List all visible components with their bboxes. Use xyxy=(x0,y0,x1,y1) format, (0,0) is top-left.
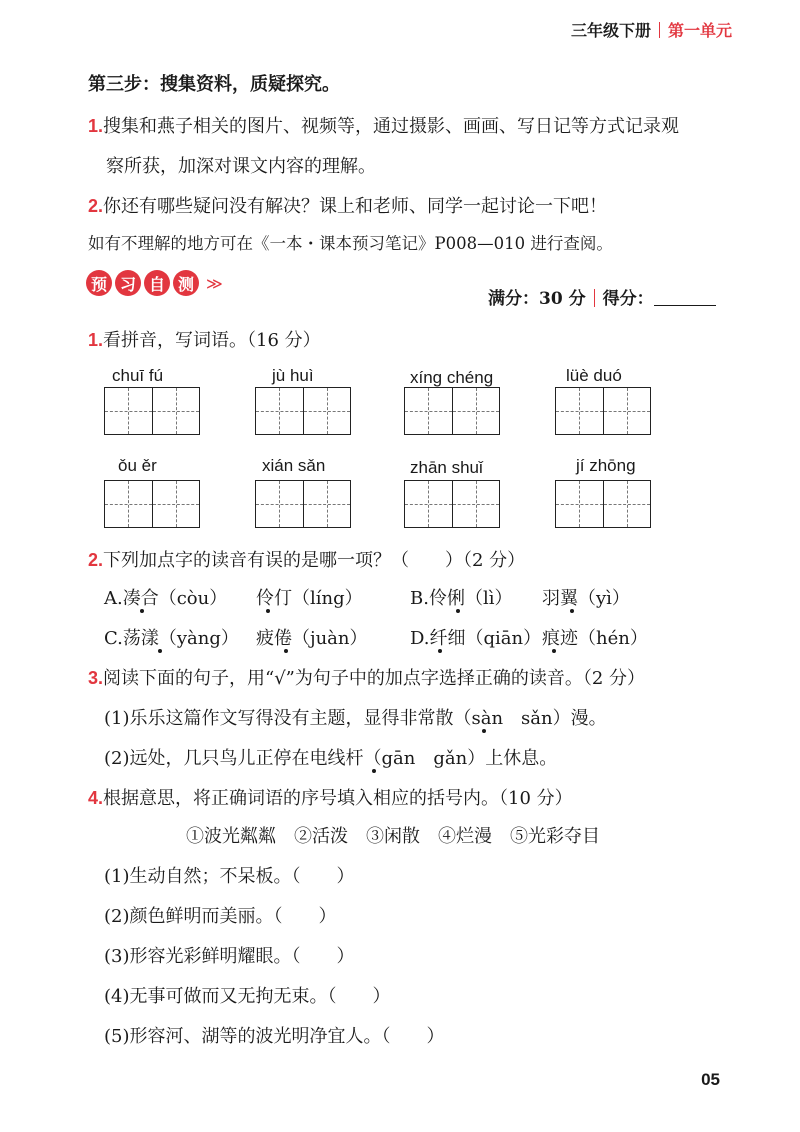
pinyin-label: jí zhōng xyxy=(576,456,636,475)
question-number: 1. xyxy=(88,330,104,350)
grade-label: 三年级下册 xyxy=(570,23,651,40)
badge-char: 测 xyxy=(173,270,199,296)
grid-cell[interactable] xyxy=(256,388,304,434)
score-blank[interactable] xyxy=(654,289,716,306)
emphasis-dot xyxy=(158,649,162,653)
grid-cell[interactable] xyxy=(105,388,153,434)
grid-cell[interactable] xyxy=(453,388,500,434)
emphasis-dot xyxy=(552,649,556,653)
badge-char: 自 xyxy=(144,270,170,296)
writing-grid[interactable] xyxy=(104,387,200,435)
emphasis-dot xyxy=(284,649,288,653)
step3-item2-text: 你还有哪些疑问没有解决？课上和老师、同学一起讨论一下吧！ xyxy=(103,196,608,217)
writing-grid[interactable] xyxy=(255,387,351,435)
emphasis-dot xyxy=(438,649,442,653)
writing-grid[interactable] xyxy=(104,480,200,528)
q3-sentence-2: (2)远处，几只鸟儿正停在电线杆（gān gǎn）上休息。 xyxy=(104,748,558,769)
grid-cell[interactable] xyxy=(105,481,153,527)
badge-char: 习 xyxy=(115,270,141,296)
emphasis-dot xyxy=(456,609,460,613)
got-score-label: 得分： xyxy=(602,289,654,309)
pinyin-label: jù huì xyxy=(272,366,314,385)
reference-note: 如有不理解的地方可在《一本・课本预习笔记》P008—010 进行查阅。 xyxy=(88,234,613,253)
grid-cell[interactable] xyxy=(453,481,500,527)
grid-cell[interactable] xyxy=(556,388,604,434)
full-score-label: 满分：30 分 xyxy=(488,289,586,309)
q3-heading xyxy=(88,664,645,690)
option-d: D.纤细（qiān） xyxy=(410,628,542,649)
q4-definition-3: (3)形容光彩鲜明耀眼。（ ） xyxy=(104,946,355,967)
emphasis-dot xyxy=(140,609,144,613)
emphasis-dot xyxy=(266,609,270,613)
question-number: 4. xyxy=(88,788,104,808)
question-number: 2. xyxy=(88,550,104,570)
q1-heading xyxy=(88,326,321,352)
writing-grid[interactable] xyxy=(404,480,500,528)
option-c2: 疲倦（juàn） xyxy=(256,628,368,649)
emphasis-dot xyxy=(570,609,574,613)
option-d2: 痕迹（hén） xyxy=(542,628,648,649)
step3-item1-line2: 察所获，加深对课文内容的理解。 xyxy=(106,156,376,177)
step3-item1-line1: 搜集和燕子相关的图片、视频等，通过摄影、画画、写日记等方式记录观 xyxy=(103,116,680,137)
option-b2: 羽翼（yì） xyxy=(542,588,630,609)
step3-item2 xyxy=(88,192,607,218)
q3-text: 阅读下面的句子，用“√”为句子中的加点字选择正确的读音。（2 分） xyxy=(103,668,646,689)
grid-cell[interactable] xyxy=(604,388,651,434)
step3-title: 第三步：搜集资料，质疑探究。 xyxy=(88,74,340,95)
q2-heading xyxy=(88,546,525,572)
option-c: C.荡漾（yàng） xyxy=(104,628,239,649)
self-test-badge xyxy=(86,270,223,296)
item-number: 1. xyxy=(88,116,104,136)
writing-grid[interactable] xyxy=(404,387,500,435)
option-b: B.伶俐（lì） xyxy=(410,588,513,609)
grid-cell[interactable] xyxy=(556,481,604,527)
q1-text: 看拼音，写词语。（16 分） xyxy=(103,330,321,351)
q3-sentence-1: (1)乐乐这篇作文写得没有主题，显得非常散（sàn sǎn）漫。 xyxy=(104,708,607,729)
score-box xyxy=(488,284,716,309)
grid-cell[interactable] xyxy=(153,481,200,527)
grid-cell[interactable] xyxy=(256,481,304,527)
q4-text: 根据意思，将正确词语的序号填入相应的括号内。（10 分） xyxy=(103,788,573,809)
badge-char: 预 xyxy=(86,270,112,296)
option-a2: 伶仃（líng） xyxy=(256,588,363,609)
pinyin-label: chuī fú xyxy=(112,366,164,385)
unit-label: 第一单元 xyxy=(667,23,732,40)
grid-cell[interactable] xyxy=(304,388,351,434)
score-divider xyxy=(594,289,595,307)
q4-word-list: ①波光粼粼 ②活泼 ③闲散 ④烂漫 ⑤光彩夺目 xyxy=(186,826,600,847)
q4-definition-5: (5)形容河、湖等的波光明净宜人。（ ） xyxy=(104,1026,445,1047)
writing-grid[interactable] xyxy=(555,480,651,528)
grid-cell[interactable] xyxy=(304,481,351,527)
header-divider xyxy=(659,22,660,38)
step3-item1 xyxy=(88,112,679,138)
grid-cell[interactable] xyxy=(405,388,453,434)
q2-text: 下列加点字的读音有误的是哪一项？（ ）（2 分） xyxy=(103,550,526,571)
page-number: 05 xyxy=(701,1070,720,1089)
pinyin-label: zhān shuǐ xyxy=(410,458,483,477)
writing-grid[interactable] xyxy=(255,480,351,528)
writing-grid[interactable] xyxy=(555,387,651,435)
grid-cell[interactable] xyxy=(604,481,651,527)
q4-definition-2: (2)颜色鲜明而美丽。（ ） xyxy=(104,906,337,927)
q4-definition-4: (4)无事可做而又无拘无束。（ ） xyxy=(104,986,391,1007)
page-header xyxy=(571,18,732,41)
grid-cell[interactable] xyxy=(405,481,453,527)
q4-heading xyxy=(88,784,573,810)
option-a: A.凑合（còu） xyxy=(104,588,228,609)
pinyin-label: lüè duó xyxy=(566,366,622,385)
emphasis-dot xyxy=(482,729,486,733)
pinyin-label: xíng chéng xyxy=(410,368,494,387)
question-number: 3. xyxy=(88,668,104,688)
pinyin-label: xián sǎn xyxy=(262,456,326,475)
item-number: 2. xyxy=(88,196,104,216)
emphasis-dot xyxy=(372,769,376,773)
grid-cell[interactable] xyxy=(153,388,200,434)
q4-definition-1: (1)生动自然；不呆板。（ ） xyxy=(104,866,355,887)
pinyin-label: ǒu ěr xyxy=(118,456,157,475)
double-chevron-icon: ≫ xyxy=(206,273,223,293)
